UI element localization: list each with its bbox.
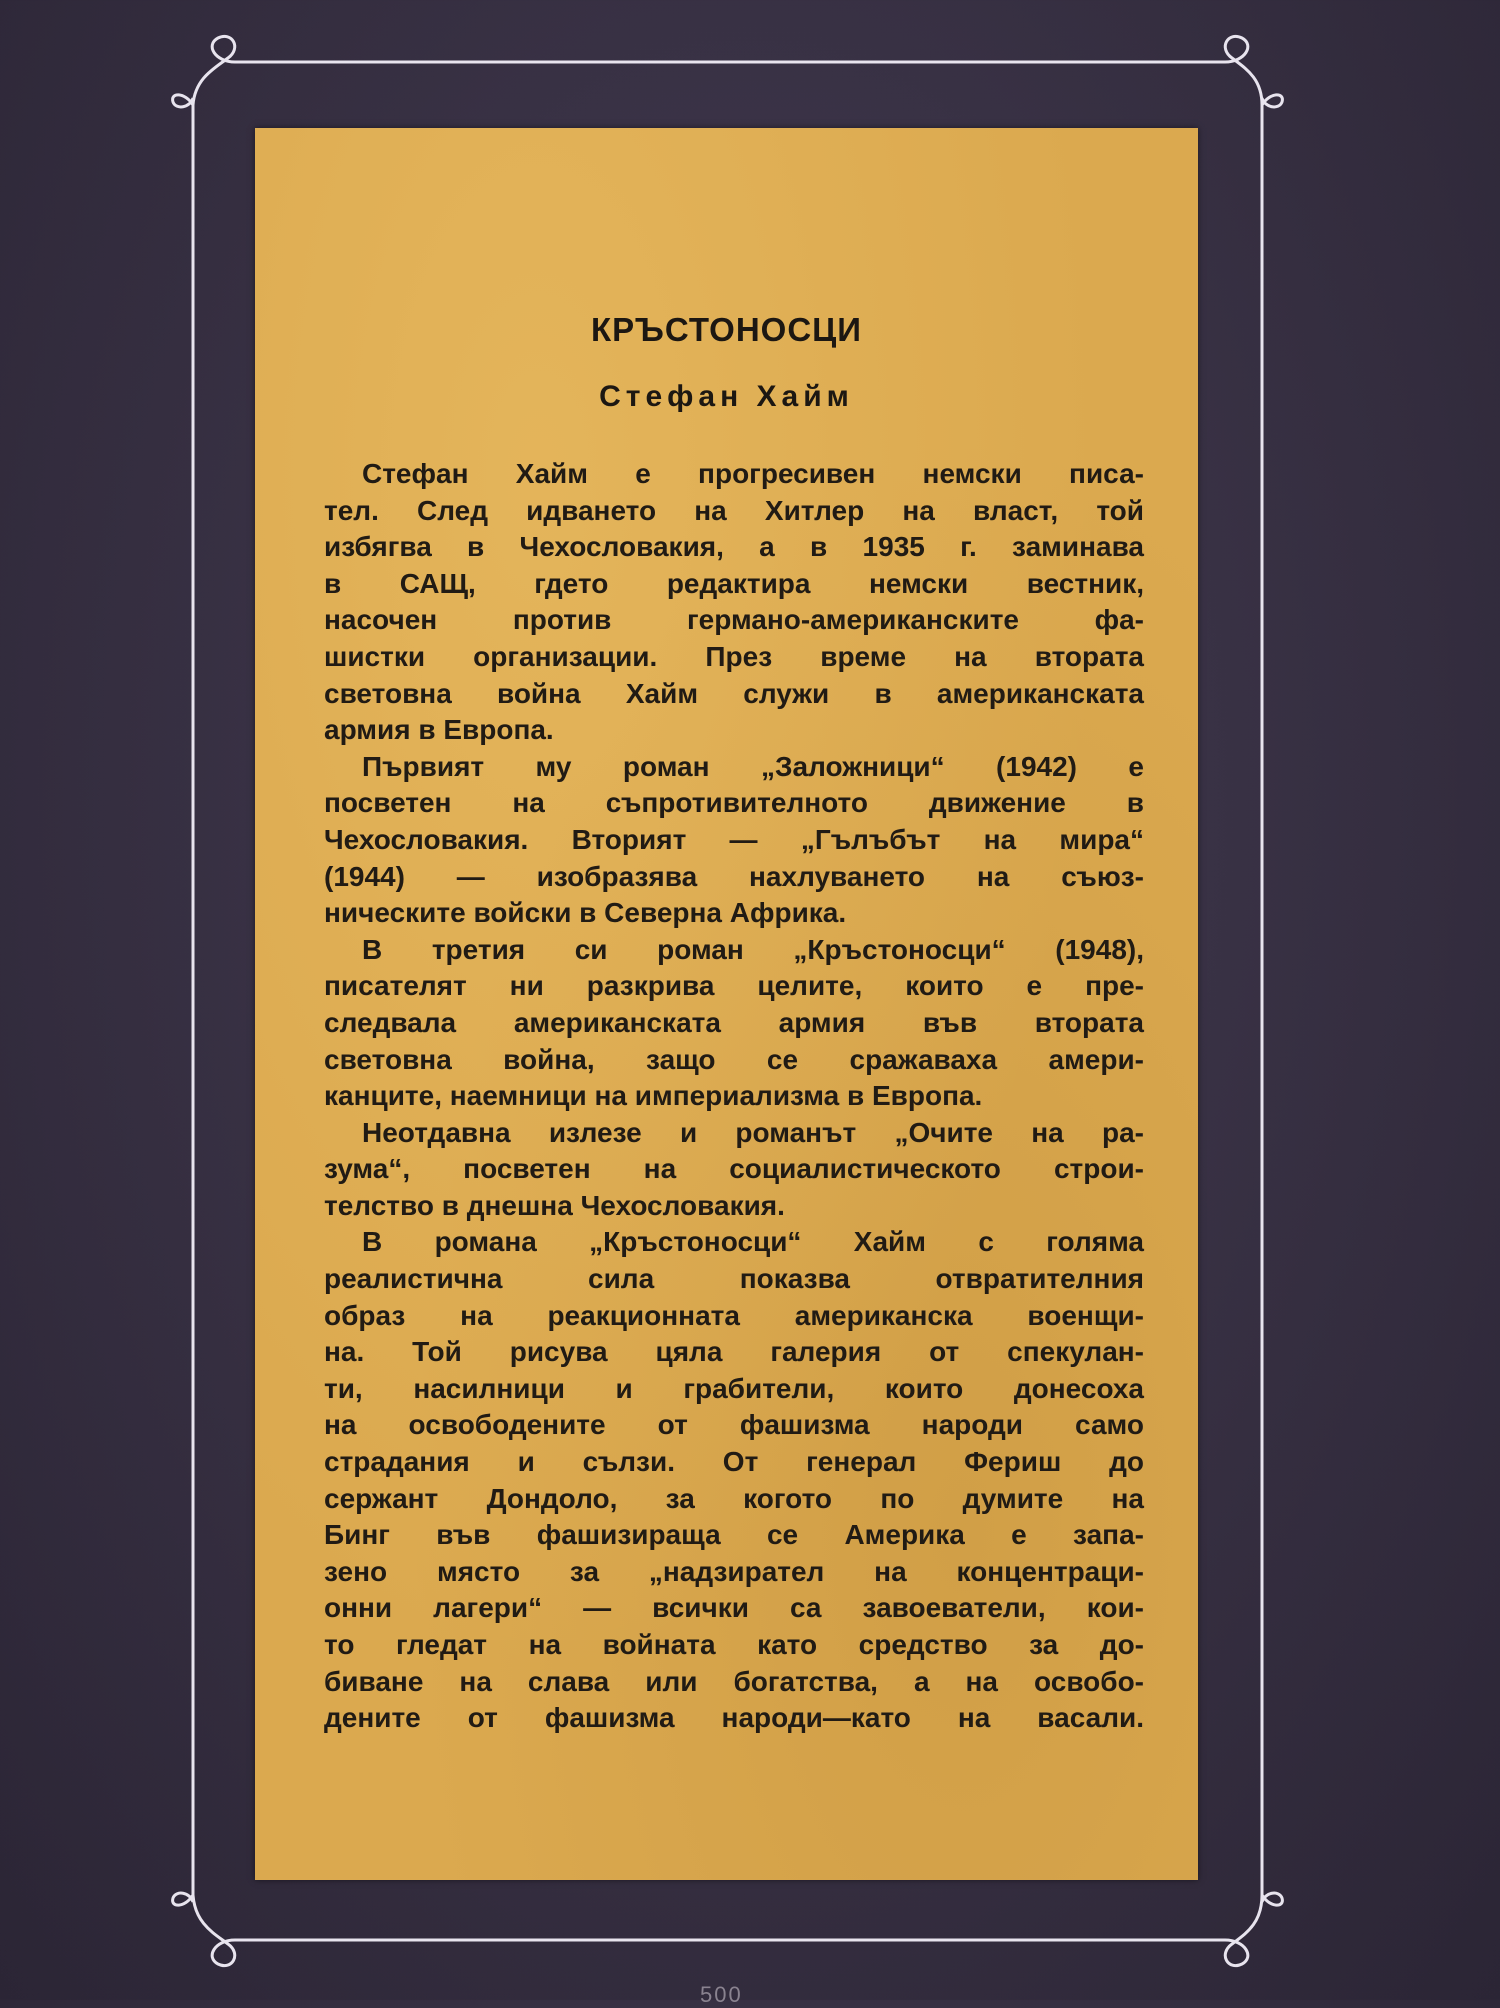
text-line: ти, насилници и грабители, които донесоха xyxy=(324,1372,1144,1404)
text-line: посветен на съпротивителното движение в xyxy=(324,787,1144,819)
text-line: зума“, посветен на социалистическото строи- xyxy=(324,1153,1144,1185)
corner-curl-top-right xyxy=(1262,95,1282,107)
text-line: В романа „Кръстоносци“ Хайм с голяма xyxy=(362,1226,1144,1258)
text-line: Чехословакия. Вторият — „Гълъбът на мира“ xyxy=(324,823,1144,855)
text-line: биване на слава или богатства, а на освобо- xyxy=(324,1665,1144,1697)
text-line: онни лагери“ — всички са завоеватели, кои- xyxy=(324,1592,1144,1624)
corner-flourish-top-right xyxy=(1225,36,1262,105)
text-line: сержант Дондоло, за когото по думите на xyxy=(324,1482,1144,1514)
text-line: Бинг във фашизираща се Америка е запа- xyxy=(324,1519,1144,1551)
text-line: телство в днешна Чехословакия. xyxy=(324,1189,785,1221)
text-line: реалистична сила показва отвратителния xyxy=(324,1263,1144,1295)
annotation-text xyxy=(324,456,1144,1737)
text-line: страдания и сълзи. От генерал Фериш до xyxy=(324,1446,1144,1478)
text-line: (1944) — изобразява нахлуването на съюз- xyxy=(324,860,1144,892)
text-line: в САЩ, гдето редактира немски вестник, xyxy=(324,567,1144,599)
text-line: Стефан Хайм е прогресивен немски писа- xyxy=(362,458,1144,489)
text-line: шистки организации. През време на втората xyxy=(324,640,1144,672)
book-jacket-paper xyxy=(255,128,1198,1880)
text-line: тел. След идването на Хитлер на власт, той xyxy=(324,494,1144,526)
text-line: канците, наемници на империализма в Европа. xyxy=(324,1080,983,1112)
book-title: КРЪСТОНОСЦИ xyxy=(590,311,863,348)
corner-curl-bottom-right xyxy=(1262,1893,1282,1905)
corner-flourish-top-left xyxy=(193,36,235,105)
page-number: 500 xyxy=(700,1982,743,2007)
text-line: Първият му роман „Заложници“ (1942) е xyxy=(362,750,1144,782)
text-line: световна война Хайм служи в американската xyxy=(324,677,1144,709)
text-line: на освободените от фашизма народи само xyxy=(324,1409,1144,1441)
text-line: зено място за „надзирател на концентраци- xyxy=(324,1555,1144,1587)
text-line: Неотдавна излезе и романът „Очите на ра- xyxy=(362,1116,1144,1148)
book-author: Стефан Хайм xyxy=(599,380,854,413)
corner-flourish-bottom-right xyxy=(1225,1895,1262,1966)
text-line: писателят ни разкрива целите, които е пре- xyxy=(324,970,1144,1002)
text-line: избягва в Чехословакия, а в 1935 г. заминава xyxy=(324,531,1144,563)
text-line: световна война, защо се сражаваха амери- xyxy=(324,1043,1144,1075)
text-line: на. Той рисува цяла галерия от спекулан- xyxy=(324,1336,1144,1368)
text-line: насочен против германо-американските фа- xyxy=(324,604,1144,636)
text-line: образ на реакционната американска военщи- xyxy=(324,1299,1144,1331)
text-line: то гледат на войната като средство за до- xyxy=(324,1629,1144,1660)
corner-flourish-bottom-left xyxy=(193,1895,235,1966)
text-line: дените от фашизма народи—като на васали. xyxy=(324,1702,1144,1734)
text-line: В третия си роман „Кръстоносци“ (1948), xyxy=(362,933,1144,965)
text-line: армия в Европа. xyxy=(324,714,554,746)
corner-curl-bottom-left xyxy=(173,1893,193,1905)
text-line: следвала американската армия във втората xyxy=(324,1006,1144,1038)
corner-curl-top-left xyxy=(173,95,193,107)
text-line: ническите войски в Северна Африка. xyxy=(324,897,847,929)
